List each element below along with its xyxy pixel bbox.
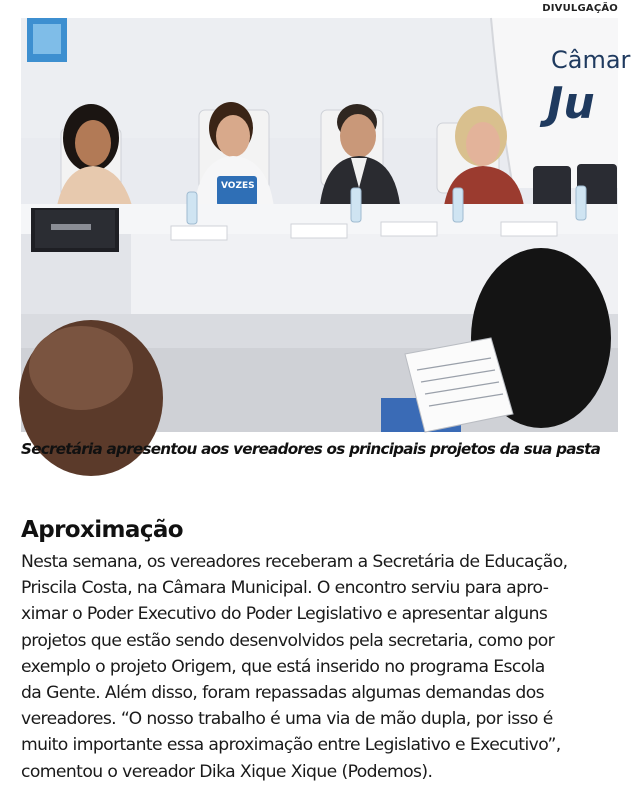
body-line: vereadores. “O nosso trabalho é uma via de mão dupla, por isso é (21, 709, 553, 730)
body-line: projetos que estão sendo desenvolvidos pela secretaria, como por (21, 630, 555, 651)
article-heading: Aproximação (21, 517, 183, 543)
body-line: Nesta semana, os vereadores receberam a Secretária de Educação, (21, 552, 568, 572)
body-line: ximar o Poder Executivo do Poder Legislativo e apresentar alguns (21, 604, 548, 625)
article-body (21, 549, 621, 785)
photo-caption: Secretária apresentou aos vereadores os principais projetos da sua pasta (21, 440, 601, 458)
backdrop-text-1: Câmar (551, 46, 631, 74)
news-photo (21, 18, 631, 432)
body-line: da Gente. Além disso, foram repassadas algumas demandas dos (21, 683, 544, 704)
shirt-text: VOZES (221, 181, 255, 191)
photo-credit: DIVULGAÇÃO (542, 3, 618, 14)
body-line: muito importante essa aproximação entre Legislativo e Executivo”, (21, 735, 561, 756)
body-line: Priscila Costa, na Câmara Municipal. O encontro serviu para apro- (21, 578, 549, 599)
body-line: comentou o vereador Dika Xique Xique (Podemos). (21, 761, 433, 782)
backdrop-text-2: Ju (547, 78, 595, 129)
body-line: exemplo o projeto Origem, que está inserido no programa Escola (21, 656, 545, 677)
